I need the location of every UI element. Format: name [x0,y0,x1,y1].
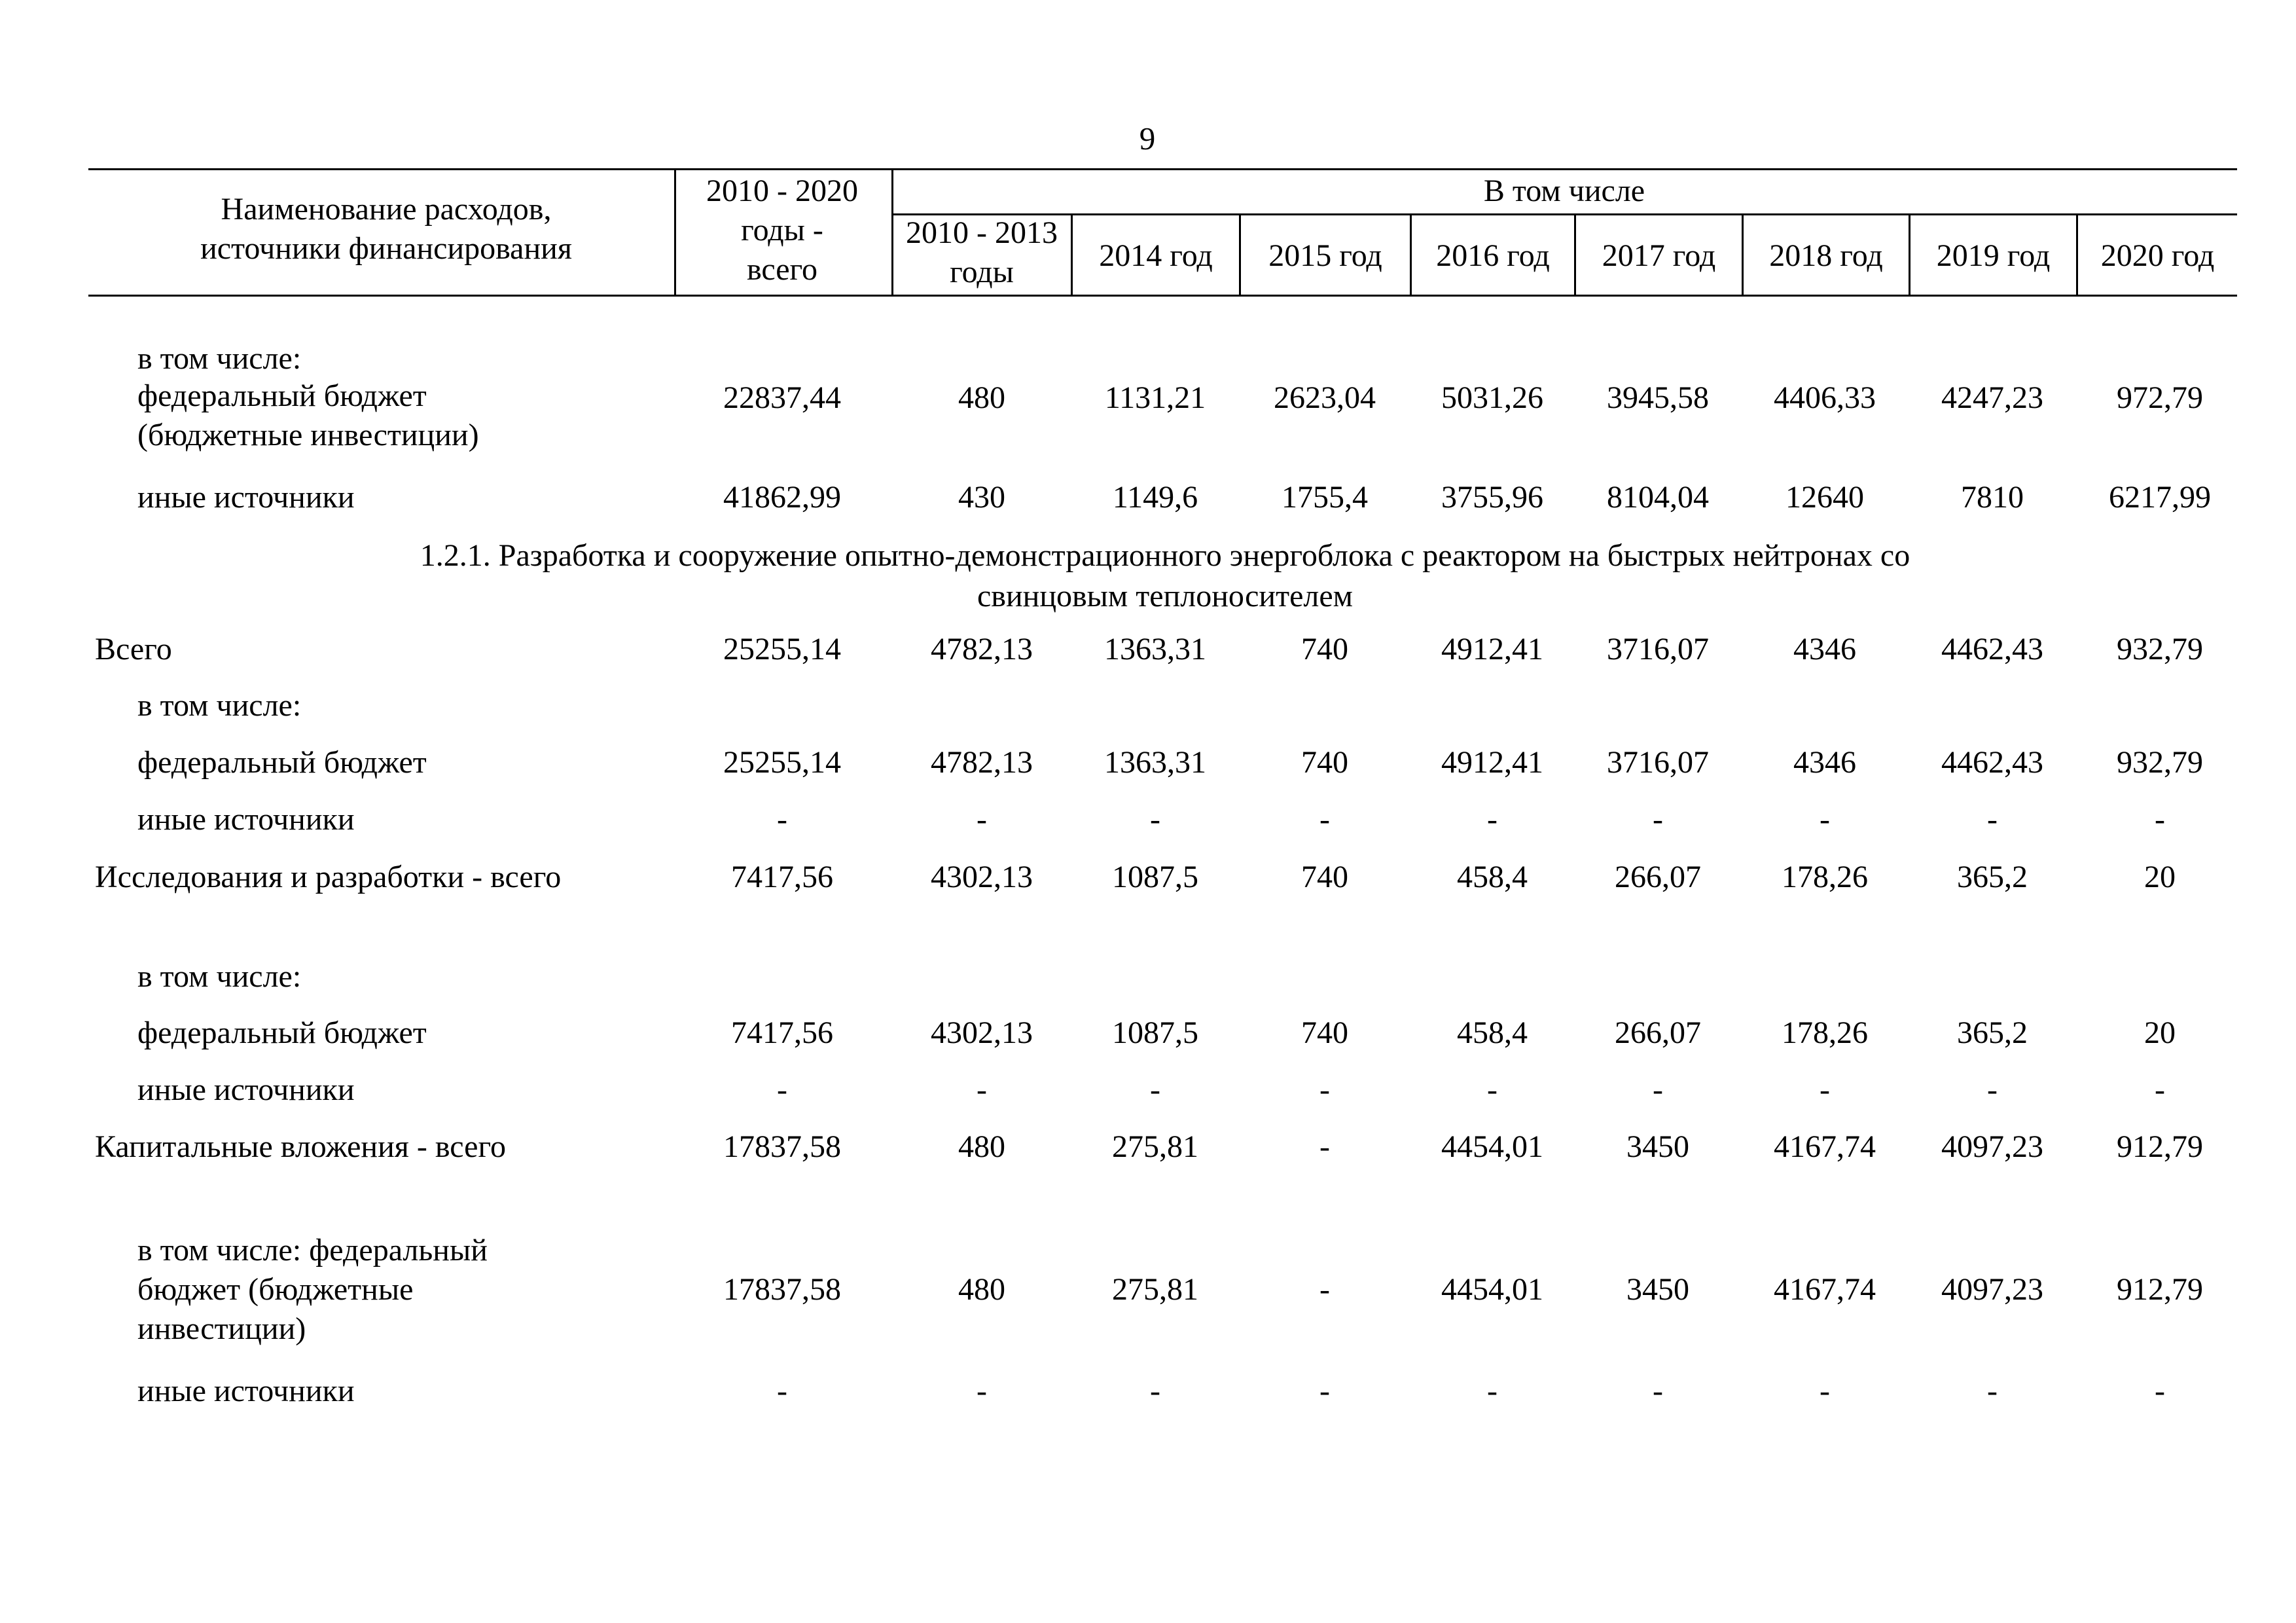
row-value: - [1319,1072,1330,1107]
row-value: - [1987,1374,1998,1408]
row-value: 972,79 [2117,380,2203,415]
row-label: Всего [95,632,172,666]
row-value: - [977,1374,987,1408]
row-value: 3755,96 [1441,480,1543,515]
row-value: - [2155,802,2165,837]
col-divider [674,168,676,297]
row-value: - [1487,1072,1498,1107]
header-year-2014: 2014 год [1099,238,1213,273]
header-bottom-rule [88,295,2237,297]
page-number: 9 [1139,120,1156,156]
row-value: - [1987,1072,1998,1107]
row-label: в том числе: [137,959,302,994]
row-value: 5031,26 [1441,380,1543,415]
row-value: 1363,31 [1104,745,1206,780]
row-value: 480 [958,1272,1005,1307]
header-year-2016: 2016 год [1436,238,1550,273]
row-value: 4782,13 [931,745,1033,780]
header-year-2018: 2018 год [1769,238,1883,273]
row-value: 4247,23 [1941,380,2043,415]
row-value: 4462,43 [1941,745,2043,780]
row-value: - [1150,802,1160,837]
row-value: 8104,04 [1607,480,1709,515]
row-value: 932,79 [2117,745,2203,780]
row-value: 22837,44 [723,380,841,415]
row-value: 4167,74 [1774,1272,1876,1307]
row-value: 4454,01 [1441,1272,1543,1307]
row-value: 6217,99 [2109,480,2211,515]
row-value: - [1820,1374,1830,1408]
row-value: 740 [1301,745,1348,780]
row-value: - [1653,1072,1663,1107]
row-value: 3716,07 [1607,632,1709,666]
row-label: Капитальные вложения - всего [95,1129,506,1164]
table-top-rule [88,168,2237,170]
header-year-2015: 2015 год [1268,238,1382,273]
row-value: 3945,58 [1607,380,1709,415]
row-value: - [2155,1072,2165,1107]
row-value: 365,2 [1957,1015,2028,1050]
row-value: 4167,74 [1774,1129,1876,1164]
row-value: 3450 [1626,1129,1689,1164]
row-value: 25255,14 [723,632,841,666]
row-value: - [1319,1272,1330,1307]
row-value: 430 [958,480,1005,515]
row-value: - [1319,1129,1330,1164]
header-including: В том числе [1483,173,1645,208]
row-value: - [777,1374,787,1408]
row-value: - [1487,1374,1498,1408]
row-value: - [2155,1374,2165,1408]
row-value: - [1653,802,1663,837]
row-label: в том числе: [137,688,302,723]
row-value: 12640 [1785,480,1864,515]
row-value: - [1319,1374,1330,1408]
row-value: 1149,6 [1112,480,1198,515]
row-label: в том числе: федеральный бюджет (бюджетные инвестиции) [137,1233,488,1346]
row-label: иные источники [137,802,355,837]
row-value: - [1150,1374,1160,1408]
row-value: 1363,31 [1104,632,1206,666]
row-value: 912,79 [2117,1129,2203,1164]
row-value: 740 [1301,632,1348,666]
subheader-rule [891,213,2237,215]
header-year-2017: 2017 год [1602,238,1716,273]
row-label: иные источники [137,480,355,515]
row-value: - [1820,802,1830,837]
row-label: иные источники [137,1374,355,1408]
row-value: 4912,41 [1441,745,1543,780]
row-value: 4782,13 [931,632,1033,666]
row-value: 458,4 [1457,860,1528,894]
header-year-2010-2013: 2010 - 2013 годы [906,215,1058,289]
row-value: 740 [1301,860,1348,894]
row-value: 932,79 [2117,632,2203,666]
row-value: 365,2 [1957,860,2028,894]
header-year-2020: 2020 год [2100,238,2215,273]
row-value: - [1820,1072,1830,1107]
row-value: - [777,1072,787,1107]
row-label: в том числе: [137,341,302,376]
row-value: - [977,1072,987,1107]
row-value: 178,26 [1782,1015,1868,1050]
row-value: 4912,41 [1441,632,1543,666]
row-value: 4302,13 [931,1015,1033,1050]
row-value: 41862,99 [723,480,841,515]
row-value: 275,81 [1112,1129,1198,1164]
row-value: 4097,23 [1941,1272,2043,1307]
header-year-2019: 2019 год [1936,238,2051,273]
row-value: 740 [1301,1015,1348,1050]
row-value: - [1487,802,1498,837]
header-total-column: 2010 - 2020 годы - всего [706,173,858,287]
row-value: 1131,21 [1104,380,1206,415]
row-value: 275,81 [1112,1272,1198,1307]
row-value: 2623,04 [1274,380,1376,415]
row-value: 1087,5 [1112,860,1198,894]
row-value: 7417,56 [731,1015,833,1050]
row-label: федеральный бюджет [137,745,427,780]
row-value: 7810 [1961,480,2024,515]
row-value: 20 [2144,860,2176,894]
row-value: 17837,58 [723,1272,841,1307]
row-value: 266,07 [1615,1015,1701,1050]
row-value: 3450 [1626,1272,1689,1307]
row-value: - [1319,802,1330,837]
row-value: 4097,23 [1941,1129,2043,1164]
header-name-column: Наименование расходов, источники финансирования [200,192,572,266]
row-value: - [1987,802,1998,837]
row-label: иные источники [137,1072,355,1107]
row-value: - [977,802,987,837]
row-value: 20 [2144,1015,2176,1050]
row-label: Исследования и разработки - всего [95,860,562,894]
row-value: 4406,33 [1774,380,1876,415]
row-value: 3716,07 [1607,745,1709,780]
row-value: 4346 [1793,745,1856,780]
row-label: федеральный бюджет (бюджетные инвестиции) [137,378,479,452]
row-value: 1755,4 [1282,480,1368,515]
row-value: - [1150,1072,1160,1107]
row-value: 4302,13 [931,860,1033,894]
row-value: 912,79 [2117,1272,2203,1307]
row-value: 480 [958,380,1005,415]
row-value: 1087,5 [1112,1015,1198,1050]
row-value: 178,26 [1782,860,1868,894]
row-value: 4346 [1793,632,1856,666]
row-value: 7417,56 [731,860,833,894]
row-value: 266,07 [1615,860,1701,894]
row-value: 4462,43 [1941,632,2043,666]
row-value: 480 [958,1129,1005,1164]
row-value: - [777,802,787,837]
row-value: 458,4 [1457,1015,1528,1050]
row-label: федеральный бюджет [137,1015,427,1050]
row-value: 4454,01 [1441,1129,1543,1164]
row-value: 25255,14 [723,745,841,780]
row-value: 17837,58 [723,1129,841,1164]
section-title: 1.2.1. Разработка и сооружение опытно-демонстрационного энергоблока с реактором на быстрых нейтронах со свинцовым теплоносителем [420,538,1910,613]
row-value: - [1653,1374,1663,1408]
